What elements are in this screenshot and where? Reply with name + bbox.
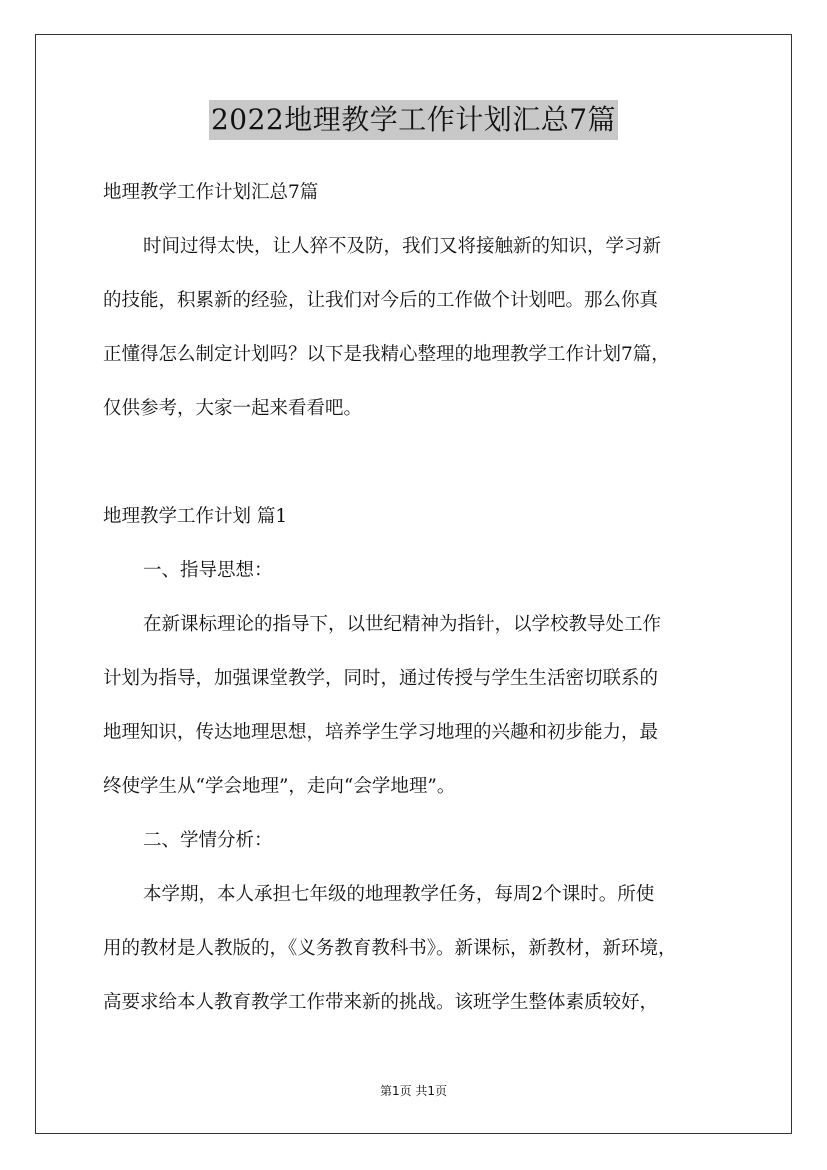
part1-line-4: 终使学生从“学会地理”，走向“会学地理”。 xyxy=(103,776,456,797)
part1-line-2: 计划为指导，加强课堂教学，同时，通过传授与学生生活密切联系的 xyxy=(103,668,659,689)
part2-line-2: 用的教材是人教版的，《义务教育教科书》。新课标，新教材，新环境， xyxy=(103,938,677,959)
section-heading: 地理教学工作计划 篇1 xyxy=(103,506,288,527)
page-footer: 第1页 共1页 xyxy=(379,1084,448,1098)
document-subtitle: 地理教学工作计划汇总7篇 xyxy=(103,182,319,203)
part1-heading: 一、指导思想： xyxy=(143,560,273,581)
part2-line-3: 高要求给本人教育教学工作带来新的挑战。该班学生整体素质较好， xyxy=(103,992,659,1013)
document-title: 2022地理教学工作计划汇总7篇 xyxy=(209,100,618,140)
intro-line-4: 仅供参考，大家一起来看看吧。 xyxy=(103,398,363,419)
part2-line-1: 本学期，本人承担七年级的地理教学任务，每周2个课时。所使 xyxy=(143,884,655,905)
part1-line-1: 在新课标理论的指导下，以世纪精神为指针，以学校教导处工作 xyxy=(143,614,662,635)
title-container xyxy=(0,100,827,140)
part2-heading: 二、学情分析： xyxy=(143,830,273,851)
intro-line-2: 的技能，积累新的经验，让我们对今后的工作做个计划吧。那么你真 xyxy=(103,290,659,311)
intro-line-3: 正懂得怎么制定计划吗？以下是我精心整理的地理教学工作计划7篇， xyxy=(103,344,670,365)
part1-line-3: 地理知识，传达地理思想，培养学生学习地理的兴趣和初步能力，最 xyxy=(103,722,659,743)
intro-line-1: 时间过得太快，让人猝不及防，我们又将接触新的知识，学习新 xyxy=(143,236,662,257)
